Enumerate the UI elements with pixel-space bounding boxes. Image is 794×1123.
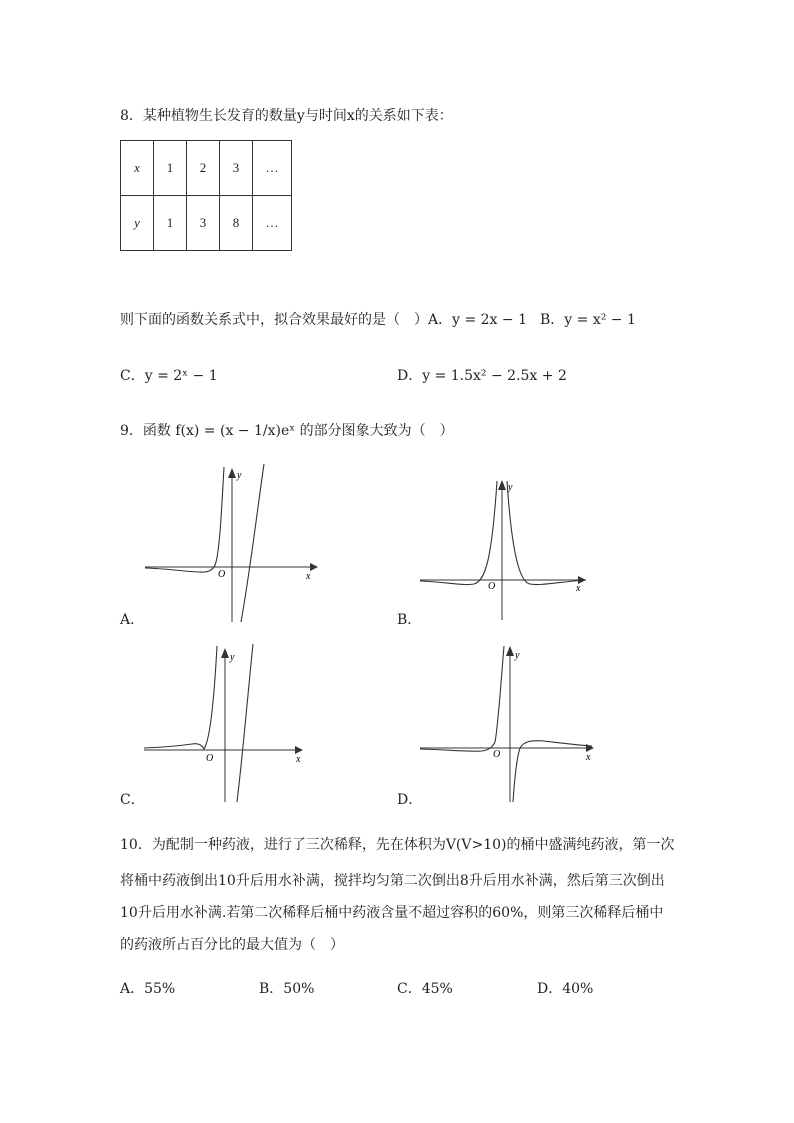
table-cell: 3 bbox=[187, 196, 220, 251]
table-cell: 8 bbox=[220, 196, 253, 251]
q8-stem: 8．某种植物生长发育的数量y与时间x的关系如下表： bbox=[120, 108, 453, 124]
graph-b bbox=[416, 476, 596, 622]
curve-right bbox=[507, 481, 586, 585]
q9-label-a: A． bbox=[120, 612, 145, 628]
curve-left bbox=[145, 467, 224, 572]
q9-label-d: D． bbox=[397, 792, 423, 808]
table-cell: y bbox=[121, 196, 154, 251]
graph-d bbox=[416, 642, 596, 804]
table-cell: 3 bbox=[220, 141, 253, 196]
origin-label: O bbox=[493, 749, 501, 760]
q8-option-c: C．y = 2ˣ − 1 bbox=[120, 368, 218, 384]
y-axis-label: y bbox=[237, 470, 242, 481]
table-cell: … bbox=[253, 141, 292, 196]
table-cell: x bbox=[121, 141, 154, 196]
q9-stem: 9．函数 f(x) = (x − 1/x)eˣ 的部分图象大致为（ ） bbox=[120, 423, 454, 439]
q8-question: 则下面的函数关系式中，拟合效果最好的是（ ） bbox=[120, 312, 428, 328]
graph-c bbox=[140, 642, 310, 804]
x-axis-label: x bbox=[586, 752, 591, 763]
q10-line-2: 将桶中药液倒出10升后用水补满，搅拌均匀第二次倒出8升后用水补满，然后第三次倒出 bbox=[120, 873, 665, 889]
q8-option-d: D．y = 1.5x² − 2.5x + 2 bbox=[397, 368, 567, 384]
q10-option-c: C．45% bbox=[397, 981, 453, 997]
curve-right bbox=[241, 464, 264, 622]
q10-option-d: D．40% bbox=[537, 981, 594, 997]
y-axis-arrow-icon bbox=[506, 646, 514, 656]
q9-label-b: B． bbox=[397, 612, 422, 628]
curve-left bbox=[420, 646, 504, 751]
q8-option-b: B．y = x² − 1 bbox=[540, 312, 636, 328]
x-axis-label: x bbox=[306, 571, 311, 582]
q8-option-a: A．y = 2x − 1 bbox=[428, 312, 527, 328]
q10-line-4: 的药液所占百分比的最大值为（ ） bbox=[120, 937, 344, 953]
curve-left bbox=[144, 646, 217, 749]
q9-label-c: C． bbox=[120, 792, 145, 808]
table-cell: 1 bbox=[154, 196, 187, 251]
y-axis-arrow-icon bbox=[221, 648, 229, 658]
q8-value-table bbox=[120, 140, 292, 251]
table-cell: 2 bbox=[187, 141, 220, 196]
q10-line-3: 10升后用水补满.若第二次稀释后桶中药液含量不超过容积的60%，则第三次稀释后桶中 bbox=[120, 905, 664, 921]
table-row bbox=[121, 141, 292, 196]
y-axis-arrow-icon bbox=[228, 468, 236, 478]
table-cell: … bbox=[253, 196, 292, 251]
x-axis-label: x bbox=[576, 583, 581, 594]
y-axis-label: y bbox=[515, 650, 520, 661]
curve-right bbox=[513, 741, 592, 802]
curve-left bbox=[420, 481, 497, 585]
x-axis-label: x bbox=[296, 754, 301, 765]
q10-option-a: A．55% bbox=[120, 981, 176, 997]
q10-line-1: 10．为配制一种药液，进行了三次稀释，先在体积为V(V>10)的桶中盛满纯药液，第一次 bbox=[120, 837, 675, 853]
q10-option-b: B．50% bbox=[259, 981, 315, 997]
curve-right bbox=[237, 644, 253, 802]
origin-label: O bbox=[488, 581, 496, 592]
y-axis-label: y bbox=[508, 482, 513, 493]
graph-a bbox=[140, 462, 320, 624]
table-row bbox=[121, 196, 292, 251]
x-axis-arrow-icon bbox=[295, 746, 303, 754]
origin-label: O bbox=[218, 569, 226, 580]
x-axis-arrow-icon bbox=[310, 563, 318, 571]
origin-label: O bbox=[206, 753, 214, 764]
table-cell: 1 bbox=[154, 141, 187, 196]
y-axis-label: y bbox=[230, 652, 235, 663]
y-axis-arrow-icon bbox=[498, 480, 506, 490]
